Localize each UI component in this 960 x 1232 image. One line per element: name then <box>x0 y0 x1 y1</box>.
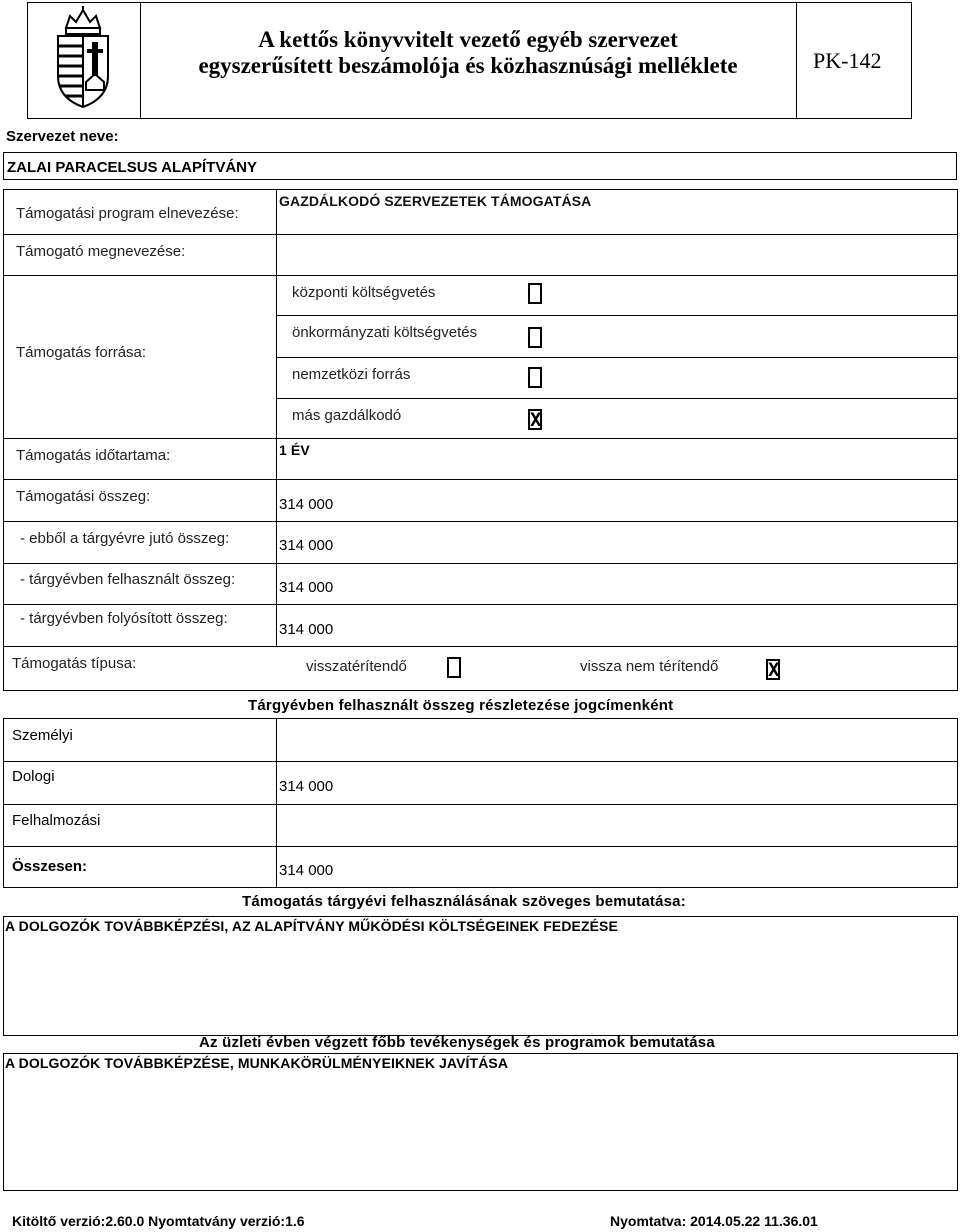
activities-text-value: A DOLGOZÓK TOVÁBBKÉPZÉSE, MUNKAKÖRÜLMÉNYEIKNEK JAVÍTÁSA <box>5 1055 509 1071</box>
current-year-amount-label: - ebből a tárgyévre jutó összeg: <box>20 530 230 547</box>
row-divider <box>3 521 958 522</box>
used-amount-value: 314 000 <box>279 579 334 596</box>
usage-text-box <box>3 916 958 1036</box>
type-refundable-label: visszatérítendő <box>306 658 407 675</box>
amount-label: Támogatási összeg: <box>16 488 151 505</box>
row-divider <box>3 438 958 439</box>
usage-text-title: Támogatás tárgyévi felhasználásának szöveges bemutatása: <box>242 893 686 910</box>
coat-of-arms-icon <box>52 6 114 110</box>
source-checkbox-central-budget[interactable] <box>528 283 542 304</box>
duration-value: 1 ÉV <box>279 442 310 458</box>
row-divider <box>277 315 958 316</box>
material-value: 314 000 <box>279 778 334 795</box>
source-option-label: központi költségvetés <box>292 284 436 301</box>
type-label: Támogatás típusa: <box>12 655 137 672</box>
usage-text-value: A DOLGOZÓK TOVÁBBKÉPZÉSI, AZ ALAPÍTVÁNY MŰKÖDÉSI KÖLTSÉGEINEK FEDEZÉSE <box>5 918 618 934</box>
capital-label: Felhalmozási <box>12 812 101 829</box>
row-divider <box>3 479 958 480</box>
type-nonrefundable-label: vissza nem térítendő <box>580 658 719 675</box>
row-divider <box>277 357 958 358</box>
grant-table-top-border <box>3 189 958 190</box>
grant-table-left-border <box>3 189 4 691</box>
form-code: PK-142 <box>813 48 882 73</box>
checkbox-mark: X <box>530 409 542 431</box>
personal-label: Személyi <box>12 727 73 744</box>
paid-amount-value: 314 000 <box>279 621 334 638</box>
row-divider <box>3 718 958 719</box>
title-line-2: egyszerűsített beszámolója és közhasznúsági melléklete <box>198 53 738 78</box>
source-checkbox-international[interactable] <box>528 367 542 388</box>
breakdown-column-divider <box>276 718 277 888</box>
program-name-value: GAZDÁLKODÓ SZERVEZETEK TÁMOGATÁSA <box>279 193 592 209</box>
type-refundable-checkbox[interactable] <box>447 657 461 678</box>
source-checkbox-municipal-budget[interactable] <box>528 327 542 348</box>
activities-text-box <box>3 1053 958 1191</box>
organization-name-label: Szervezet neve: <box>6 128 119 145</box>
title-line-1: A kettős könyvvitelt vezető egyéb szervezet <box>258 27 678 52</box>
source-option-label: nemzetközi forrás <box>292 366 411 383</box>
header-divider-right <box>796 2 797 119</box>
grant-label-column-divider <box>276 189 277 646</box>
current-year-amount-value: 314 000 <box>279 537 334 554</box>
checkbox-mark: X <box>768 659 780 681</box>
source-option-label: más gazdálkodó <box>292 407 402 424</box>
duration-label: Támogatás időtartama: <box>16 447 171 464</box>
grant-table-right-border <box>957 189 958 691</box>
amount-value: 314 000 <box>279 496 334 513</box>
type-nonrefundable-checkbox[interactable] <box>766 659 780 680</box>
row-divider <box>3 804 958 805</box>
program-name-label: Támogatási program elnevezése: <box>16 205 239 222</box>
total-label: Összesen: <box>12 858 88 875</box>
paid-amount-label: - tárgyévben folyósított összeg: <box>20 610 228 627</box>
row-divider <box>3 690 958 691</box>
row-divider <box>277 398 958 399</box>
breakdown-right-border <box>957 718 958 888</box>
organization-name-value: ZALAI PARACELSUS ALAPÍTVÁNY <box>7 159 258 176</box>
row-divider <box>3 846 958 847</box>
row-divider <box>3 887 958 888</box>
row-divider <box>3 646 958 647</box>
supporter-label: Támogató megnevezése: <box>16 243 186 260</box>
used-amount-label: - tárgyévben felhasznált összeg: <box>20 571 236 588</box>
document-title <box>140 27 796 79</box>
source-checkbox-other-business[interactable] <box>528 409 542 430</box>
material-label: Dologi <box>12 768 55 785</box>
total-value: 314 000 <box>279 862 334 879</box>
breakdown-title: Tárgyévben felhasznált összeg részletezése jogcímenként <box>248 697 674 714</box>
breakdown-left-border <box>3 718 4 888</box>
row-divider <box>3 761 958 762</box>
row-divider <box>3 275 958 276</box>
row-divider <box>3 563 958 564</box>
footer-version: Kitöltő verzió:2.60.0 Nyomtatvány verzió:1.6 <box>12 1213 305 1229</box>
footer-printed: Nyomtatva: 2014.05.22 11.36.01 <box>610 1213 818 1229</box>
source-option-label: önkormányzati költségvetés <box>292 324 478 341</box>
row-divider <box>3 604 958 605</box>
row-divider <box>3 234 958 235</box>
source-label: Támogatás forrása: <box>16 344 147 361</box>
activities-text-title: Az üzleti évben végzett főbb tevékenységek és programok bemutatása <box>199 1034 715 1051</box>
